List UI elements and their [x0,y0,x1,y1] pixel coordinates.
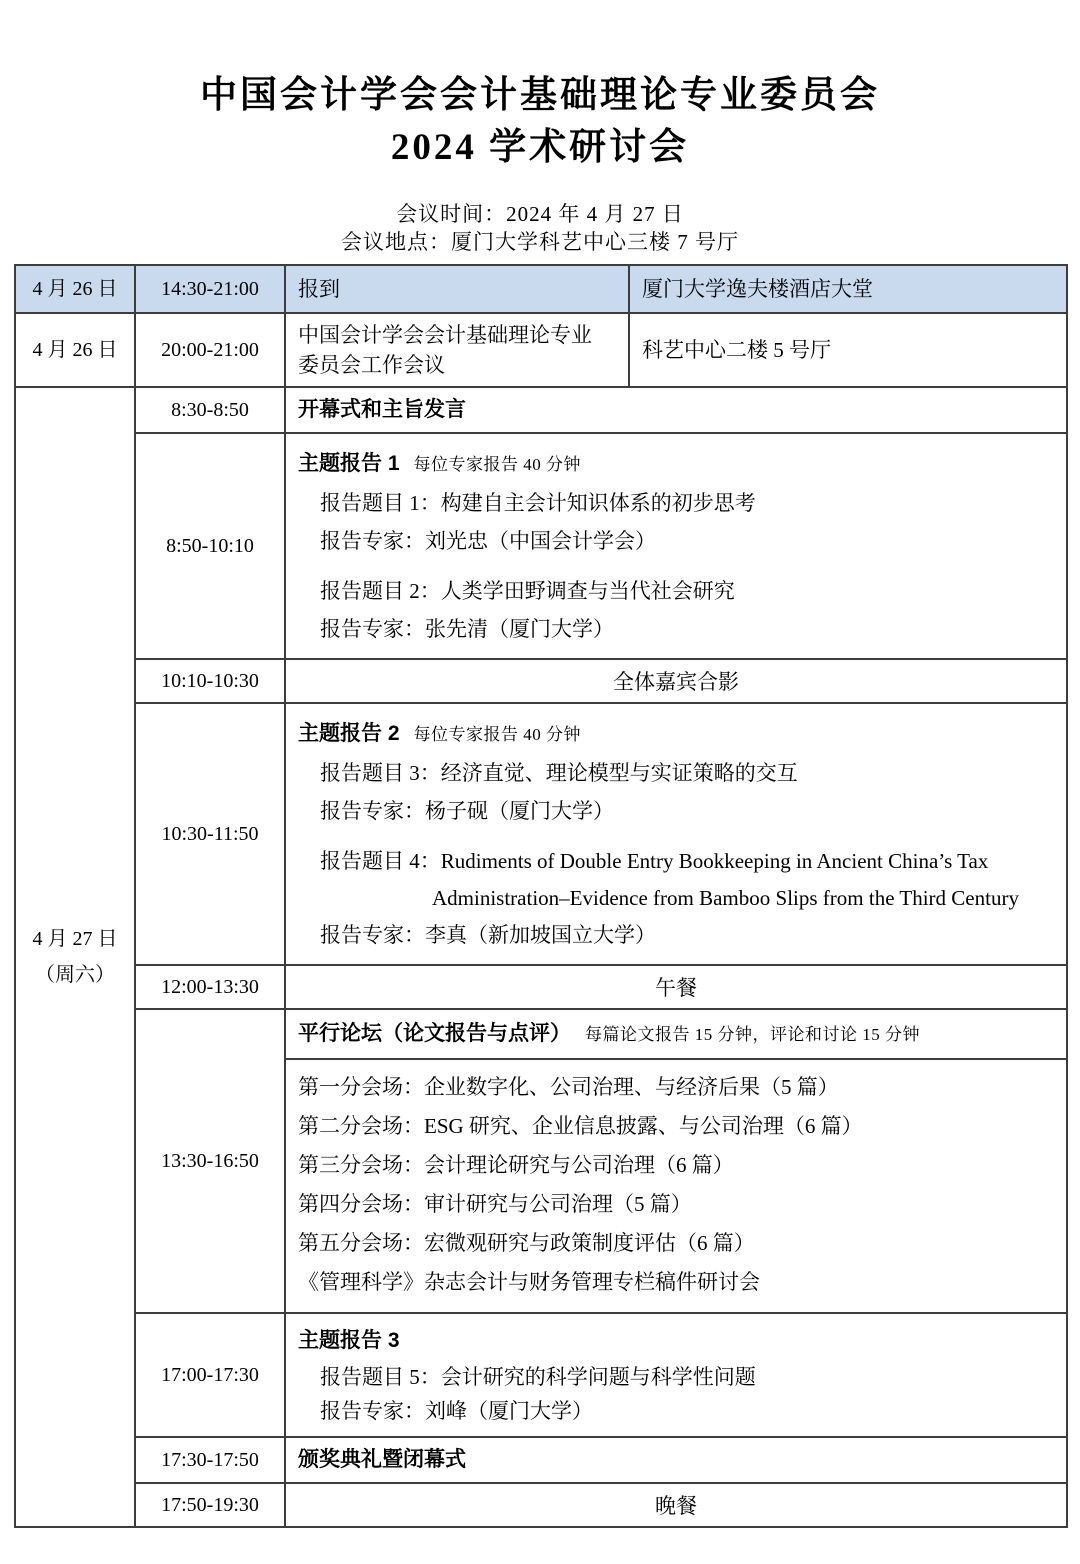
activity-cell-parallel-header [285,1009,1067,1059]
activity-cell: 报到 [285,265,629,313]
keynote1-note: 每位专家报告 40 分钟 [413,455,582,474]
time-cell: 10:10-10:30 [135,659,285,703]
keynote3-speaker5: 报告专家：刘峰（厦门大学） [320,1399,593,1423]
meeting-info-block [0,200,1080,256]
table-row-working-meeting [15,313,1067,387]
table-row-dinner [15,1483,1067,1527]
parallel-note: 每篇论文报告 15 分钟，评论和讨论 15 分钟 [585,1025,920,1044]
conference-title-line1: 中国会计学会会计基础理论专业委员会 [200,75,880,116]
activity-cell-keynote1 [285,433,1067,659]
activity-cell-dinner: 晚餐 [285,1483,1067,1527]
keynote1-topic1: 报告题目 1：构建自主会计知识体系的初步思考 [320,491,756,515]
keynote1-title: 主题报告 1 [298,452,400,475]
keynote2-topic3: 报告题目 3：经济直觉、理论模型与实证策略的交互 [320,761,798,785]
date-cell: 4 月 26 日 [15,313,135,387]
activity-cell-photo: 全体嘉宾合影 [285,659,1067,703]
table-row-keynote3 [15,1313,1067,1437]
keynote2-speaker4: 报告专家：李真（新加坡国立大学） [320,923,656,947]
activity-cell-lunch: 午餐 [285,965,1067,1009]
keynote1-topic2: 报告题目 2：人类学田野调查与当代社会研究 [320,579,735,603]
activity-cell-parallel-sessions [285,1059,1067,1313]
schedule-table [14,264,1068,1528]
activity-cell: 中国会计学会会计基础理论专业委员会工作会议 [285,313,629,387]
keynote1-speaker2: 报告专家：张先清（厦门大学） [320,617,614,641]
table-row-closing [15,1437,1067,1483]
table-row-lunch [15,965,1067,1009]
conference-title-block [0,70,1080,174]
table-row-group-photo [15,659,1067,703]
date-day2-line1: 4 月 27 日 [32,928,118,950]
keynote1-speaker1: 报告专家：刘光忠（中国会计学会） [320,529,656,553]
time-cell: 12:00-13:30 [135,965,285,1009]
keynote2-note: 每位专家报告 40 分钟 [413,725,582,744]
keynote2-speaker3: 报告专家：杨子砚（厦门大学） [320,799,614,823]
activity-cell-keynote3 [285,1313,1067,1437]
keynote2-topic4-line2: Administration–Evidence from Bamboo Slips from the Third Century [432,886,1019,910]
session-line-5: 第五分会场：宏微观研究与政策制度评估（6 篇） [298,1231,755,1255]
date-cell: 4 月 26 日 [15,265,135,313]
time-cell: 17:30-17:50 [135,1437,285,1483]
table-row-parallel-header [15,1009,1067,1059]
activity-cell-keynote2 [285,703,1067,965]
meeting-location: 会议地点：厦门大学科艺中心三楼 7 号厅 [341,230,739,254]
location-cell: 科艺中心二楼 5 号厅 [629,313,1067,387]
keynote3-topic5: 报告题目 5：会计研究的科学问题与科学性问题 [320,1365,756,1389]
time-cell: 17:50-19:30 [135,1483,285,1527]
conference-title-line2: 2024 学术研讨会 [390,127,690,168]
session-line-3: 第三分会场：会计理论研究与公司治理（6 篇） [298,1153,734,1177]
session-line-2: 第二分会场：ESG 研究、企业信息披露、与公司治理（6 篇） [298,1114,863,1138]
keynote3-title: 主题报告 3 [298,1329,400,1352]
table-row-keynote1 [15,433,1067,659]
time-cell: 20:00-21:00 [135,313,285,387]
table-row-keynote2 [15,703,1067,965]
time-cell: 8:50-10:10 [135,433,285,659]
parallel-title: 平行论坛（论文报告与点评） [298,1022,571,1045]
activity-cell-closing: 颁奖典礼暨闭幕式 [285,1437,1067,1483]
meeting-time: 会议时间：2024 年 4 月 27 日 [396,202,684,226]
keynote2-topic4-line1: 报告题目 4：Rudiments of Double Entry Bookkeeping in Ancient China’s Tax [320,849,989,873]
location-cell: 厦门大学逸夫楼酒店大堂 [629,265,1067,313]
date-cell-day2 [15,387,135,1527]
date-day2-line2: （周六） [35,964,115,986]
time-cell: 14:30-21:00 [135,265,285,313]
session-line-1: 第一分会场：企业数字化、公司治理、与经济后果（5 篇） [298,1075,839,1099]
session-line-4: 第四分会场：审计研究与公司治理（5 篇） [298,1192,692,1216]
table-row-opening [15,387,1067,433]
keynote2-title: 主题报告 2 [298,722,400,745]
table-row-registration [15,265,1067,313]
time-cell: 13:30-16:50 [135,1009,285,1313]
time-cell: 10:30-11:50 [135,703,285,965]
session-line-journal: 《管理科学》杂志会计与财务管理专栏稿件研讨会 [298,1270,760,1294]
document-page [0,70,1080,1564]
time-cell: 8:30-8:50 [135,387,285,433]
time-cell: 17:00-17:30 [135,1313,285,1437]
activity-cell-opening: 开幕式和主旨发言 [285,387,1067,433]
